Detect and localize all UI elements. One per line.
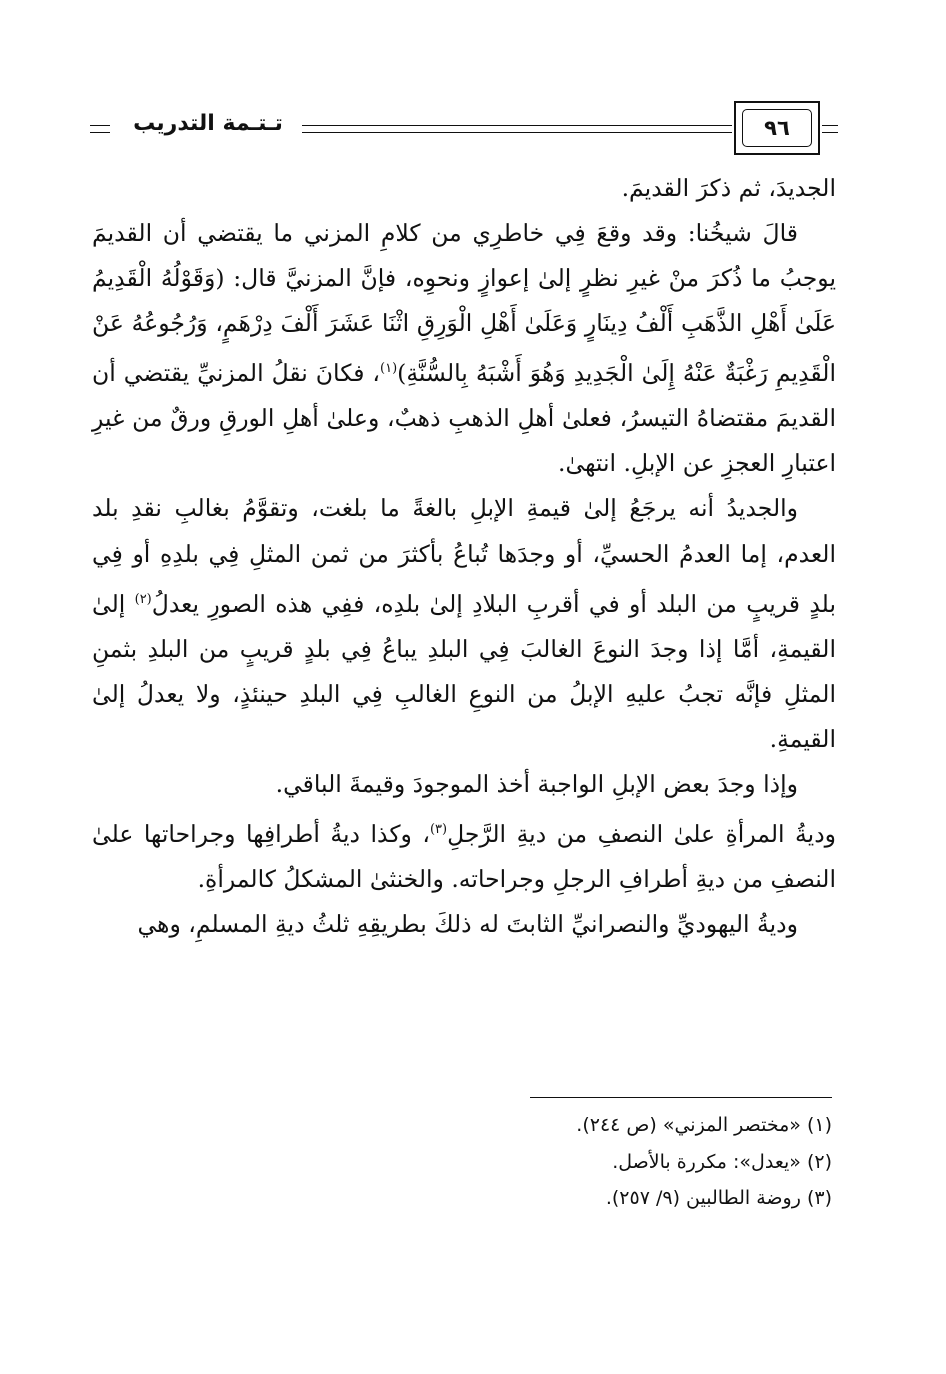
footnote-3: (٣) روضة الطالبين (٩/ ٢٥٧). bbox=[605, 1187, 832, 1209]
footnote-separator bbox=[530, 1097, 832, 1098]
page-number: ٩٦ bbox=[742, 109, 812, 147]
footnote-ref-1: (١) bbox=[380, 361, 398, 377]
header-rule-left bbox=[90, 125, 110, 133]
page-number-box bbox=[734, 101, 820, 155]
footnotes bbox=[400, 1107, 832, 1217]
paragraph-4-text: وإذا وجدَ بعض الإبلِ الواجبة أخذ الموجودَ وقيمةَ الباقي. bbox=[275, 769, 798, 798]
footnote-2: (٢) «يعدل»: مكررة بالأصل. bbox=[612, 1150, 832, 1173]
paragraph-2-text-cont: ، فكانَ نقلُ المزنيِّ يقتضي أن القديمَ مقتضاهُ التيسرُ، فعلىٰ أهلِ الذهبِ ذهبٌ، وعلىٰ أهلِ الورقِ ورقٌ من غيرِ اعتبارِ العجزِ عن الإبلِ. انتهىٰ. bbox=[92, 359, 836, 478]
running-title: تـتـمة التدريب bbox=[133, 111, 283, 136]
footnote-1: (١) «مختصر المزني» (ص ٢٤٤). bbox=[576, 1114, 832, 1136]
paragraph-4 bbox=[92, 762, 836, 807]
header-rule-right bbox=[822, 125, 838, 133]
paragraph-3 bbox=[92, 486, 836, 761]
paragraph-5 bbox=[92, 807, 836, 902]
paragraph-6 bbox=[92, 902, 836, 947]
paragraph-5-text-cont: ، وكذا ديةُ أطرافِها وجراحاتها علىٰ النصفِ من ديةِ أطرافِ الرجلِ وجراحاته. والخنثىٰ المشكلُ كالمرأةِ. bbox=[92, 819, 836, 893]
paragraph-1 bbox=[92, 166, 836, 211]
header-rule-middle bbox=[302, 125, 732, 133]
footnote-ref-3: (٣) bbox=[429, 821, 448, 837]
page-header bbox=[90, 95, 838, 167]
paragraph-1-text: الجديدَ، ثم ذكرَ القديمَ. bbox=[621, 174, 836, 202]
paragraph-5-text: وديةُ المرأةِ علىٰ النصفِ من ديةِ الرَّجلِ bbox=[447, 819, 837, 848]
paragraph-3-text-cont: إلىٰ القيمةِ، أمَّا إذا وجدَ النوعَ الغالبَ فِي البلدِ يباعُ فِي بلدٍ قريبٍ من البلدِ بثمنِ المثلِ فإنَّه تجبُ عليهِ الإبلُ من النوعِ الغالبِ فِي البلدِ حينئذٍ، ولا يعدلُ إلىٰ القيمةِ. bbox=[92, 589, 836, 753]
paragraph-3-text: والجديدُ أنه يرجَعُ إلىٰ قيمةِ الإبلِ بالغةً ما بلغت، وتقوَّمُ بغالبِ نقدِ بلد العدم، إما العدمُ الحسيِّ، أو وجدَها تُباعُ بأكثرَ من ثمن المثلِ فِي بلدِهِ أو فِي بلدٍ قريبٍ من البلد أو في أقربِ البلادِ إلىٰ بلدِه، ففِي هذه الصورِ يعدلُ bbox=[92, 494, 836, 618]
paragraph-6-text: وديةُ اليهوديِّ والنصرانيِّ الثابتَ له ذلكَ بطريقِهِ ثلثُ ديةِ المسلمِ، وهي bbox=[137, 909, 798, 938]
paragraph-2 bbox=[92, 211, 836, 486]
footnote-ref-2: (٢) bbox=[134, 591, 152, 607]
body-text bbox=[92, 166, 836, 947]
paragraph-2-text: قالَ شيخُنا: وقد وقعَ فِي خاطرِي من كلامِ المزني ما يقتضي أن القديمَ يوجبُ ما ذُكرَ منْ غيرِ نظرٍ إلىٰ إعوازٍ ونحوِه، فإنَّ المزنيَّ قال: (وَقَوْلُهُ الْقَدِيمُ عَلَىٰ أَهْلِ الذَّهَبِ أَلْفُ دِينَارٍ وَعَلَىٰ أَهْلِ الْوَرِقِ اثْنَا عَشَرَ أَلْفَ دِرْهَمٍ، وَرُجُوعُهُ عَنْ الْقَدِيمِ رَغْبَةٌ عَنْهُ إِلَىٰ الْجَدِيدِ وَهُوَ أَشْبَهُ بِالسُّنَّةِ) bbox=[92, 219, 836, 388]
